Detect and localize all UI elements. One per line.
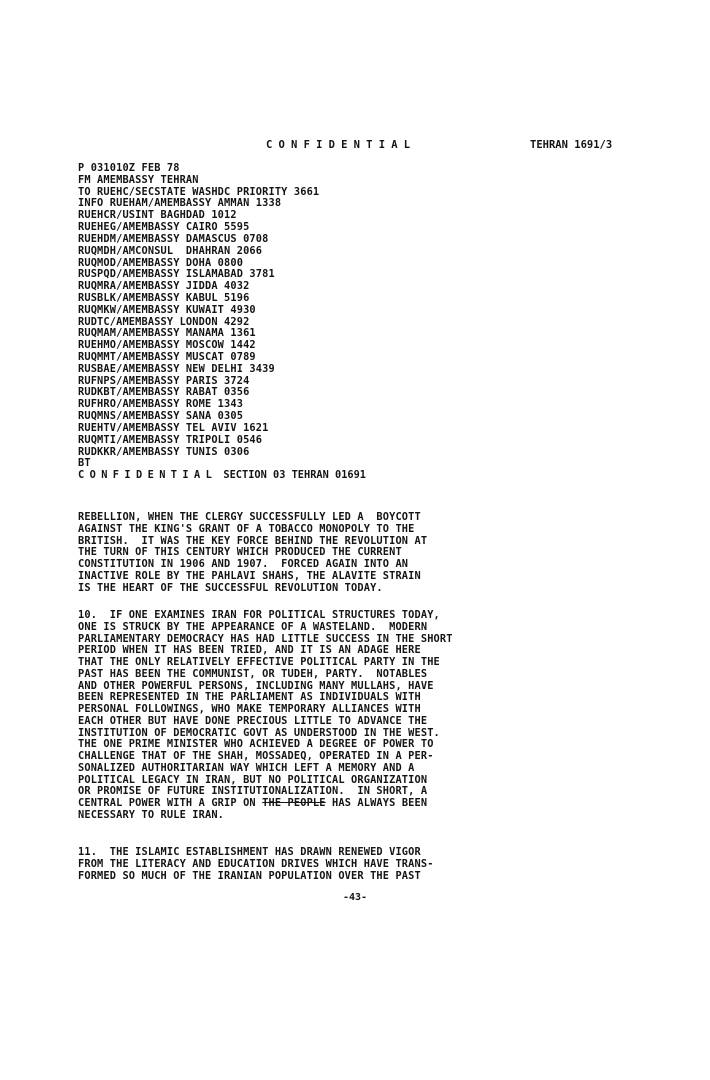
paragraph-10 (78, 610, 638, 822)
paragraph-line: 11. THE ISLAMIC ESTABLISHMENT HAS DRAWN RENEWED VIGOR (78, 846, 421, 858)
routing-line: RUEHEG/AMEMBASSY CAIRO 5595 (78, 221, 250, 234)
paragraph-rebellion (78, 512, 638, 594)
paragraph-line: BEEN REPRESENTED IN THE PARLIAMENT AS INDIVIDUALS WITH (78, 691, 421, 704)
section-heading (78, 470, 638, 482)
paragraph-line: EACH OTHER BUT HAVE DONE PRECIOUS LITTLE TO ADVANCE THE (78, 714, 428, 727)
routing-line: RUQMOD/AMEMBASSY DOHA 0800 (78, 256, 244, 269)
page-number: -43- (342, 892, 368, 903)
routing-line: RUQMAM/AMEMBASSY MANAMA 1361 (78, 327, 256, 340)
section-classification: CONFIDENTIAL (78, 469, 218, 482)
paragraph-line: OR PROMISE OF FUTURE INSTITUTIONALIZATION. IN SHORT, A (78, 785, 428, 798)
routing-line: RUEHTV/AMEMBASSY TEL AVIV 1621 (78, 421, 269, 434)
routing-line: TO RUEHC/SECSTATE WASHDC PRIORITY 3661 (78, 185, 320, 198)
paragraph-line: PARLIAMENTARY DEMOCRACY HAS HAD LITTLE SUCCESS IN THE SHORT (78, 632, 453, 645)
paragraph-line: AGAINST THE KING'S GRANT OF A TOBACCO MONOPOLY TO THE (78, 522, 415, 535)
paragraph-line: PAST HAS BEEN THE COMMUNIST, OR TUDEH, PARTY. NOTABLES (78, 667, 428, 680)
cable-routing-block (78, 163, 638, 482)
paragraph-line: FROM THE LITERACY AND EDUCATION DRIVES WHICH HAVE TRANS- (78, 857, 434, 870)
header-classification: CONFIDENTIAL (266, 139, 417, 151)
paragraph-line: IS THE HEART OF THE SUCCESSFUL REVOLUTION TODAY. (78, 581, 383, 594)
routing-line: RUQMNS/AMEMBASSY SANA 0305 (78, 410, 244, 423)
header-reference: TEHRAN 1691/3 (530, 139, 613, 151)
routing-line: RUQMRA/AMEMBASSY JIDDA 4032 (78, 280, 250, 293)
routing-line: FM AMEMBASSY TEHRAN (78, 173, 199, 186)
paragraph-line (78, 798, 638, 810)
paragraph-line: PERSONAL FOLLOWINGS, WHO MAKE TEMPORARY ALLIANCES WITH (78, 703, 421, 715)
routing-line: RUQMTI/AMEMBASSY TRIPOLI 0546 (78, 433, 263, 446)
routing-line: RUSPQD/AMEMBASSY ISLAMABAD 3781 (78, 268, 275, 281)
routing-line: RUEHMO/AMEMBASSY MOSCOW 1442 (78, 339, 256, 352)
routing-line: RUFHRO/AMEMBASSY ROME 1343 (78, 398, 244, 411)
routing-line: RUQMKW/AMEMBASSY KUWAIT 4930 (78, 303, 256, 316)
paragraph-line: SONALIZED AUTHORITARIAN WAY WHICH LEFT A MEMORY AND A (78, 761, 415, 774)
paragraph-line: REBELLION, WHEN THE CLERGY SUCCESSFULLY LED A BOYCOTT (78, 511, 421, 523)
routing-line: INFO RUEHAM/AMEMBASSY AMMAN 1338 (78, 197, 282, 210)
paragraph-line: PERIOD WHEN IT HAS BEEN TRIED, AND IT IS AN ADAGE HERE (78, 644, 421, 657)
paragraph-line: THE TURN OF THIS CENTURY WHICH PRODUCED THE CURRENT (78, 546, 402, 559)
line-text: CENTRAL POWER WITH A GRIP ON (78, 797, 263, 809)
routing-line: RUEHCR/USINT BAGHDAD 1012 (78, 209, 237, 222)
paragraph-line: THAT THE ONLY RELATIVELY EFFECTIVE POLITICAL PARTY IN THE (78, 656, 440, 668)
paragraph-line: NECESSARY TO RULE IRAN. (78, 808, 225, 821)
routing-line: RUSBLK/AMEMBASSY KABUL 5196 (78, 291, 250, 304)
paragraph-line: FORMED SO MUCH OF THE IRANIAN POPULATION OVER THE PAST (78, 869, 421, 882)
routing-line: RUFNPS/AMEMBASSY PARIS 3724 (78, 374, 250, 387)
routing-line: BT (78, 457, 91, 470)
paragraph-line: POLITICAL LEGACY IN IRAN, BUT NO POLITICAL ORGANIZATION (78, 773, 428, 786)
paragraph-line: ONE IS STRUCK BY THE APPEARANCE OF A WASTELAND. MODERN (78, 620, 428, 633)
routing-line: RUQMDH/AMCONSUL DHAHRAN 2066 (78, 244, 263, 257)
paragraph-line: 10. IF ONE EXAMINES IRAN FOR POLITICAL STRUCTURES TODAY, (78, 609, 440, 621)
routing-line: P 031010Z FEB 78 (78, 162, 180, 174)
routing-line: RUDKBT/AMEMBASSY RABAT 0356 (78, 386, 250, 399)
routing-line: RUQMMT/AMEMBASSY MUSCAT 0789 (78, 351, 256, 363)
routing-line: RUEHDM/AMEMBASSY DAMASCUS 0708 (78, 232, 269, 245)
paragraph-line: THE ONE PRIME MINISTER WHO ACHIEVED A DEGREE OF POWER TO (78, 738, 434, 751)
routing-line: RUDTC/AMEMBASSY LONDON 4292 (78, 315, 250, 328)
paragraph-line: BRITISH. IT WAS THE KEY FORCE BEHIND THE REVOLUTION AT (78, 534, 428, 547)
paragraph-11 (78, 847, 638, 882)
paragraph-line: INSTITUTION OF DEMOCRATIC GOVT AS UNDERSTOOD IN THE WEST. (78, 726, 440, 739)
paragraph-line: CONSTITUTION IN 1906 AND 1907. FORCED AGAIN INTO AN (78, 558, 409, 570)
routing-line: RUDKKR/AMEMBASSY TUNIS 0306 (78, 445, 250, 458)
paragraph-line: CHALLENGE THAT OF THE SHAH, MOSSADEQ, OPERATED IN A PER- (78, 750, 434, 762)
routing-line: RUSBAE/AMEMBASSY NEW DELHI 3439 (78, 362, 275, 375)
struck-text: THE PEOPLE (262, 797, 326, 809)
paragraph-line: AND OTHER POWERFUL PERSONS, INCLUDING MANY MULLAHS, HAVE (78, 679, 434, 692)
paragraph-line: INACTIVE ROLE BY THE PAHLAVI SHAHS, THE ALAVITE STRAIN (78, 569, 421, 582)
section-number: SECTION 03 TEHRAN 01691 (217, 469, 366, 482)
line-text: HAS ALWAYS BEEN (325, 797, 428, 809)
